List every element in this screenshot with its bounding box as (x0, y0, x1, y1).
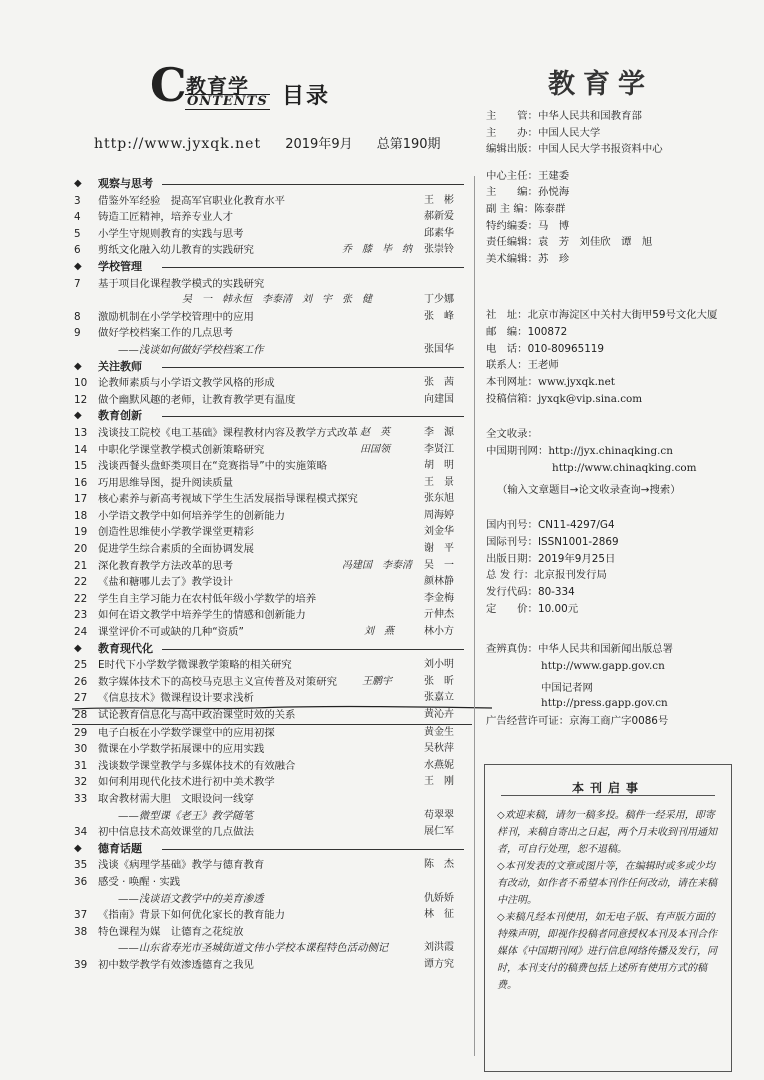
indexing-line (486, 443, 673, 460)
contact-line-label: 社 址： (486, 309, 528, 321)
masthead-line-value: 马 博 (537, 219, 570, 232)
toc-entry[interactable] (72, 591, 472, 608)
page-number: 37 (74, 909, 88, 922)
contact-line-label: 联系人： (486, 359, 528, 372)
article-title: 特色课程为媒 让德育之花绽放 (98, 925, 244, 938)
toc-entry[interactable] (72, 558, 472, 575)
page-number: 8 (74, 310, 81, 323)
masthead-line (486, 141, 663, 158)
article-title: 借鉴外军经验 提高军官职业化教育水平 (98, 194, 286, 207)
publication-line (486, 601, 578, 618)
website-url: http://www.jyxqk.net (94, 136, 262, 152)
toc-entry[interactable] (72, 508, 472, 525)
author: 李贤江 (424, 443, 454, 455)
publication-line-label: 发行代码： (486, 586, 538, 599)
author: 仇娇娇 (424, 892, 454, 904)
publication-line-value: CN11-4297/G4 (537, 519, 615, 531)
masthead-line-value: 苏 珍 (537, 252, 570, 265)
verify-line-3: http://press.gapp.gov.cn (541, 697, 668, 709)
diamond-icon: ◆ (74, 842, 82, 854)
publication-line-label: 总 发 行： (486, 569, 535, 582)
toc-entry[interactable] (72, 491, 472, 508)
author: 黄金生 (424, 726, 454, 738)
ad-license-line-value: 京海工商广字0086号 (569, 715, 669, 727)
masthead-line-label: 副 主 编： (486, 203, 535, 215)
toc-entry[interactable] (72, 857, 472, 874)
article-title: 《指南》背景下如何优化家长的教育能力 (98, 909, 286, 922)
diamond-icon: ◆ (74, 360, 82, 372)
contact-line (486, 307, 717, 324)
article-title: 剪纸文化融入幼儿教育的实践研究 (98, 244, 254, 257)
toc-entry[interactable] (72, 425, 472, 442)
page-number: 19 (74, 526, 88, 539)
article-title: 《盐和糖哪儿去了》教学设计 (98, 576, 234, 589)
page-number: 25 (74, 659, 88, 672)
page-number: 10 (74, 377, 88, 390)
article-title: 浅谈《病理学基础》教学与德育教育 (98, 859, 265, 872)
toc-entry[interactable] (72, 392, 472, 409)
author: 吴 一 (424, 559, 454, 571)
section-title: 观察与思考 (98, 177, 153, 190)
toc-entry[interactable] (72, 907, 472, 924)
section-rule (162, 267, 464, 268)
article-title: 创造性思维使小学教学课堂更精彩 (98, 526, 254, 539)
logo-c-letter: C (150, 58, 187, 112)
notice-box (484, 764, 732, 1072)
page-number: 31 (74, 759, 88, 772)
page-number: 39 (74, 958, 88, 971)
page-number: 4 (74, 211, 81, 224)
toc-entry[interactable] (72, 791, 472, 808)
publication-line (486, 584, 575, 601)
author: 陈 杰 (424, 859, 454, 871)
author: 刘小明 (424, 659, 454, 671)
author: 刘金华 (424, 526, 454, 538)
article-subtitle: ——微型课《老王》教学随笔 (118, 809, 254, 822)
publication-line-label: 定 价： (486, 603, 538, 615)
page-number: 36 (74, 875, 88, 888)
indexing-line-label: 中国期刊网： (486, 445, 549, 457)
article-title: 做好学校档案工作的几点思考 (98, 327, 234, 340)
contact-line-value: 王老师 (527, 359, 559, 372)
article-subtitle: ——浅谈如何做好学校档案工作 (118, 343, 264, 356)
contact-line-value: jyxqk@vip.sina.com (537, 393, 643, 405)
author: 张 昕 (424, 675, 454, 687)
toc-entry[interactable] (72, 541, 472, 558)
coauthors: 吴 一 韩永恒 李泰清 刘 宇 张 健 (182, 294, 372, 306)
toc-entry[interactable] (72, 292, 472, 309)
toc-entry[interactable] (72, 342, 472, 359)
notice-body (497, 807, 721, 994)
contact-line (486, 324, 567, 341)
publication-line (486, 517, 615, 534)
masthead-line-label: 主 编： (486, 186, 538, 199)
author: 张崇铃 (424, 244, 454, 256)
masthead-line-value: 袁 芳 刘佳欣 谭 旭 (537, 236, 653, 249)
notice-paragraph: ◇本刊发表的文章或图片等，在编辑时或多或少均有改动，如作者不希望本刊作任何改动，请在来稿中注明。 (497, 861, 717, 906)
publication-line (486, 534, 619, 551)
page-number: 13 (74, 426, 88, 439)
article-title: 浅谈数学课堂教学与多媒体技术的有效融合 (98, 759, 296, 772)
page-number: 17 (74, 493, 88, 506)
section-rule (162, 649, 464, 650)
page-number: 34 (74, 826, 88, 839)
page-number: 22 (74, 576, 88, 589)
author: 亓伸杰 (424, 609, 454, 621)
author: 刘洪霞 (424, 942, 454, 954)
author: 吴秋萍 (424, 743, 454, 755)
toc-entry[interactable] (72, 193, 472, 210)
section-title: 德育话题 (98, 841, 142, 855)
coauthors: 赵 英 (360, 426, 390, 438)
page-number: 14 (74, 443, 88, 456)
page-number: 29 (74, 726, 88, 739)
publication-line-label: 国内刊号： (486, 519, 538, 531)
author: 张 茜 (424, 377, 454, 389)
masthead-line (486, 218, 569, 235)
contact-line-label: 电 话： (486, 342, 528, 355)
article-title: 浅谈西餐头盘虾类项目在“竞赛指导”中的实施策略 (98, 460, 327, 473)
article-title: 论教师素质与小学语文教学风格的形成 (98, 377, 275, 390)
coauthors: 冯建国 李泰清 (342, 559, 412, 571)
toc-entry[interactable] (72, 891, 472, 908)
author: 苟翠翠 (424, 809, 454, 821)
column-divider (474, 176, 475, 1056)
contact-line-label: 邮 编： (486, 325, 528, 338)
toc-entry[interactable] (72, 209, 472, 226)
section-rule (162, 184, 464, 185)
notice-paragraph: ◇来稿凡经本刊使用，如无电子版、有声版方面的特殊声明，即视作投稿者同意授权本刊及本刊合作媒体《中国期刊网》进行信息网络传播及发行，同时，本刊支付的稿费包括上述所有使用方式的稿费。 (497, 912, 717, 991)
section-heading (72, 176, 472, 193)
toc-entry[interactable] (72, 874, 472, 891)
article-title: 铸造工匠精神，培养专业人才 (98, 211, 234, 224)
page-number: 20 (74, 543, 88, 556)
masthead-line-label: 主 办： (486, 126, 538, 139)
article-title: 学生自主学习能力在农村低年级小学数学的培养 (98, 592, 317, 605)
issue-date: 2019年9月 (285, 137, 353, 152)
masthead-line-label: 中心主任： (486, 169, 538, 182)
author: 张国华 (424, 343, 454, 355)
section-rule (162, 416, 464, 417)
masthead-line (486, 108, 642, 125)
author: 王 刚 (424, 776, 454, 788)
toc-entry[interactable] (72, 624, 472, 641)
coauthors: 刘 燕 (364, 626, 394, 638)
article-title: 如何在语文教学中培养学生的情感和创新能力 (98, 609, 306, 622)
section-heading (72, 641, 472, 658)
page-number: 26 (74, 675, 88, 688)
page-number: 30 (74, 743, 88, 756)
page-number: 3 (74, 194, 81, 207)
article-title: 初中数学教学有效渗透德育之我见 (98, 958, 254, 971)
masthead-line-value: 陈泰群 (534, 203, 566, 215)
toc-entry[interactable] (72, 657, 472, 674)
toc-entry[interactable] (72, 475, 472, 492)
author: 张嘉立 (424, 692, 454, 704)
diamond-icon: ◆ (74, 410, 82, 422)
contact-line (486, 357, 559, 374)
toc-entry[interactable] (72, 375, 472, 392)
toc-entry[interactable] (72, 924, 472, 941)
page-number: 15 (74, 460, 88, 473)
page-number: 38 (74, 925, 88, 938)
page-number: 18 (74, 509, 88, 522)
toc-entry[interactable] (72, 574, 472, 591)
author: 黄沁卉 (424, 709, 454, 720)
masthead-line-value: 王建委 (537, 169, 570, 182)
author: 胡 明 (424, 460, 454, 472)
toc-entry[interactable] (72, 957, 472, 974)
page-number: 28 (74, 709, 88, 721)
article-title: 《信息技术》微课程设计要求浅析 (98, 692, 254, 705)
toc-entry[interactable] (72, 524, 472, 541)
masthead-line-value: 中国人民大学书报资料中心 (537, 143, 663, 156)
toc-entry[interactable] (72, 607, 472, 624)
toc-entry[interactable] (72, 940, 472, 957)
author: 林 征 (424, 909, 454, 921)
page-number: 12 (74, 393, 88, 406)
page-number: 23 (74, 609, 88, 622)
coauthors: 王鹏宇 (362, 675, 392, 687)
logo-contents: ONTENTS (187, 94, 268, 109)
contact-line (486, 391, 642, 408)
article-title: 电子白板在小学数学课堂中的应用初探 (98, 726, 275, 739)
ad-license-line (486, 713, 668, 730)
publication-line-value: 北京报刊发行局 (534, 569, 607, 582)
toc-entry[interactable] (72, 458, 472, 475)
publication-line-label: 国际刊号： (486, 535, 538, 548)
page-number: 5 (74, 227, 81, 240)
author: 水燕妮 (424, 759, 454, 771)
article-title: 课堂评价不可或缺的几种“资质” (98, 626, 244, 639)
masthead-line-value: 中华人民共和国教育部 (537, 110, 642, 122)
table-of-contents (72, 176, 472, 974)
author: 丁少娜 (424, 294, 454, 306)
page-number: 9 (74, 327, 81, 340)
contact-line (486, 341, 604, 358)
author: 王 景 (424, 476, 454, 488)
masthead-line (486, 201, 565, 218)
page-number: 33 (74, 792, 88, 805)
diamond-icon: ◆ (74, 642, 82, 654)
masthead-line (486, 125, 600, 142)
verify-line-label: 查辨真伪： (486, 643, 538, 655)
article-title: 激励机制在小学学校管理中的应用 (98, 310, 254, 323)
publication-line (486, 567, 607, 584)
article-title: 中职化学课堂教学模式创新策略研究 (98, 443, 265, 456)
toc-entry[interactable] (72, 242, 472, 259)
page-number: 32 (74, 776, 88, 789)
masthead-line-label: 责任编辑： (486, 236, 538, 249)
article-title: 小学语文教学中如何培养学生的创新能力 (98, 509, 286, 522)
article-title: 浅谈技工院校《电工基础》课程教材内容及教学方式改革 (98, 426, 358, 439)
section-heading (72, 841, 472, 858)
author: 谢 平 (424, 543, 454, 555)
coauthors: 田国领 (360, 443, 390, 455)
article-title: 巧用思维导图，提升阅读质量 (98, 476, 234, 489)
masthead-line-label: 美术编辑： (486, 252, 538, 265)
author: 李金梅 (424, 592, 454, 604)
author: 张东旭 (424, 493, 454, 505)
diamond-icon: ◆ (74, 178, 82, 189)
article-title: 感受 · 唤醒 · 实践 (98, 875, 181, 888)
page-number: 27 (74, 692, 88, 705)
journal-name: 教育学 (548, 69, 653, 100)
indexing-label (486, 426, 538, 443)
section-heading (72, 408, 472, 425)
article-title: 取舍教材需大胆 文眼设问一线穿 (98, 792, 254, 805)
publication-line-value: 10.00元 (537, 603, 579, 615)
section-title: 学校管理 (98, 259, 142, 273)
coauthors: 乔 膝 毕 纳 (342, 244, 412, 256)
toc-entry[interactable] (72, 808, 472, 825)
masthead-line (486, 168, 569, 185)
toc-entry[interactable] (72, 774, 472, 791)
verify-line-2: 中国记者网 (541, 681, 593, 694)
logo-title: 教育学 (186, 74, 249, 98)
contact-line-label: 投稿信箱： (486, 393, 538, 405)
publication-line-value: 80-334 (537, 586, 575, 599)
author: 谭方究 (424, 958, 454, 970)
article-title: 微课在小学数学拓展课中的应用实践 (98, 743, 265, 756)
page-number: 21 (74, 559, 88, 572)
toc-entry[interactable] (72, 276, 472, 293)
notice-title: 本刊启事 (571, 781, 644, 795)
article-title: 如何利用现代化技术进行初中美术教学 (98, 776, 275, 789)
section-heading (72, 359, 472, 376)
toc-entry[interactable] (72, 725, 472, 742)
toc-entry[interactable] (72, 674, 472, 691)
issue-number: 总第190期 (376, 137, 441, 152)
publication-line (486, 551, 615, 568)
page-number: 24 (74, 626, 88, 639)
article-title: 小学生守规则教育的实践与思考 (98, 227, 244, 240)
author: 林小方 (424, 626, 454, 638)
contact-line-label: 本刊网址： (486, 376, 538, 389)
indexing-label-label: 全文收录： (486, 428, 538, 440)
author: 邱素华 (424, 227, 454, 239)
section-title: 教育现代化 (98, 641, 153, 655)
masthead-line-value: 孙悦海 (537, 186, 570, 199)
contact-line-value: www.jyxqk.net (537, 376, 615, 389)
toc-entry[interactable] (72, 325, 472, 342)
ad-license-line-label: 广告经营许可证： (486, 715, 570, 727)
indexing-line-value: http://jyx.chinaqking.cn (548, 445, 673, 457)
logo-mulu: 目录 (282, 84, 331, 109)
issue-line (94, 133, 441, 152)
verify-line-value: 中华人民共和国新闻出版总署 (537, 643, 674, 655)
article-title: 数字媒体技术下的高校马克思主义宣传普及对策研究 (98, 675, 337, 688)
section-heading (72, 259, 472, 276)
toc-entry[interactable] (72, 758, 472, 775)
contact-line-value: 100872 (527, 325, 568, 338)
author: 展仁军 (424, 826, 454, 838)
article-subtitle: ——山东省寿光市圣城街道文伟小学校本课程特色活动侧记 (118, 942, 389, 955)
section-title: 关注教师 (98, 359, 142, 373)
toc-entry[interactable] (72, 707, 472, 725)
article-title: 核心素养与新高考视域下学生生活发展指导课程模式探究 (98, 493, 358, 506)
author: 颜林静 (424, 576, 454, 588)
author: 张 峰 (424, 310, 454, 322)
masthead-line-label: 主 管： (486, 110, 538, 122)
masthead-line-value: 中国人民大学 (537, 126, 601, 139)
masthead-line-label: 编辑出版： (486, 143, 538, 156)
page-number: 16 (74, 476, 88, 489)
section-title: 教育创新 (98, 409, 142, 423)
article-title: 做个幽默风趣的老师，让教育教学更有温度 (98, 393, 296, 406)
article-title: 促进学生综合素质的全面协调发展 (98, 543, 254, 556)
section-rule (162, 367, 464, 368)
toc-entry[interactable] (72, 226, 472, 243)
toc-entry[interactable] (72, 442, 472, 459)
notice-divider (501, 795, 715, 796)
masthead-line (486, 184, 569, 201)
contact-line-value: 010-80965119 (527, 342, 605, 355)
contact-line (486, 374, 615, 391)
author: 王 彬 (424, 194, 454, 206)
notice-paragraph: ◇欢迎来稿，请勿一稿多投。稿件一经采用，即寄样刊，来稿自寄出之日起，两个月未收到刊用通知者，可自行处理，恕不退稿。 (497, 810, 717, 855)
article-title: 基于项目化课程教学模式的实践研究 (98, 277, 265, 290)
author: 郝新爱 (424, 211, 454, 223)
verify-line-1: http://www.gapp.gov.cn (541, 660, 665, 672)
publication-line-value: 2019年9月25日 (537, 552, 616, 565)
article-title: 深化教育教学方法改革的思考 (98, 559, 234, 572)
publication-line-value: ISSN1001-2869 (537, 535, 619, 548)
page-number: 7 (74, 277, 81, 290)
article-title: 试论教育信息化与高中政治课堂时效的关系 (98, 709, 296, 721)
article-title: 初中信息技术高效课堂的几点做法 (98, 826, 254, 839)
toc-entry[interactable] (72, 824, 472, 841)
masthead-line (486, 251, 569, 268)
page-number: 35 (74, 859, 88, 872)
contact-line-value: 北京市海淀区中关村大街甲59号文化大厦 (527, 309, 718, 321)
section-rule (162, 849, 464, 850)
page-number: 6 (74, 244, 81, 257)
masthead-line (486, 234, 652, 251)
publication-line-label: 出版日期： (486, 552, 538, 565)
indexing-url-2: http://www.chinaqking.com (552, 462, 697, 474)
toc-entry[interactable] (72, 741, 472, 758)
article-title: E时代下小学数学微课教学策略的相关研究 (98, 659, 292, 672)
author: 周海婷 (424, 509, 454, 521)
toc-entry[interactable] (72, 309, 472, 326)
author: 李 源 (424, 426, 454, 438)
verify-line (486, 641, 673, 658)
masthead-line-label: 特约编委： (486, 219, 538, 232)
diamond-icon: ◆ (74, 260, 82, 272)
page-number: 22 (74, 592, 88, 605)
article-subtitle: ——浅谈语文教学中的美育渗透 (118, 892, 264, 905)
indexing-note: （输入文章题目→论文收录查询→搜索） (497, 484, 681, 496)
author: 向建国 (424, 393, 454, 405)
